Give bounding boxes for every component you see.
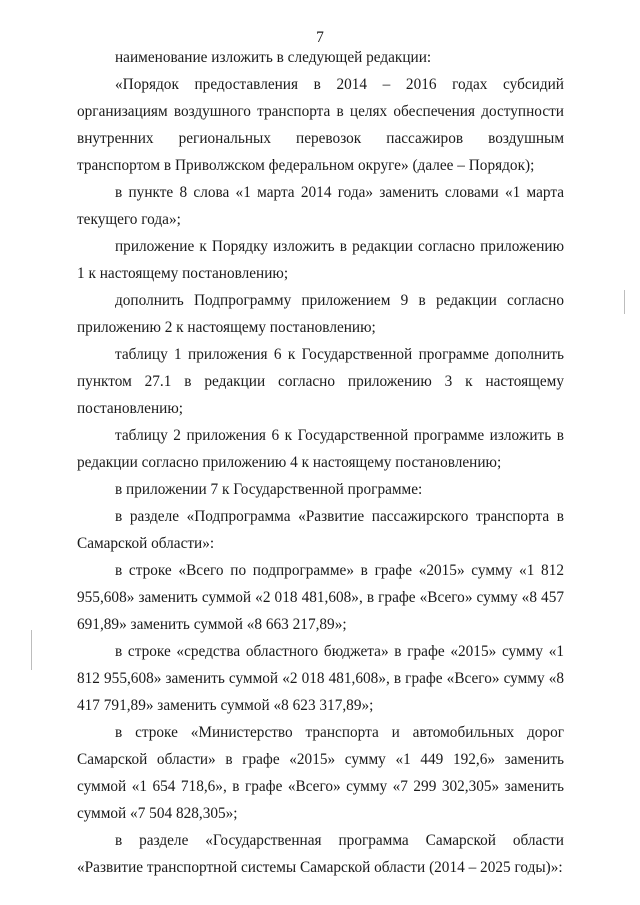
scan-artifact-right [624, 290, 625, 314]
paragraph-12: в строке «Министерство транспорта и автомобильных дорог Самарской области» в графе «2015» сумму «1 449 192,6» заменить суммой «1 654 718,6», в графе «Всего» сумму «7 299 302,305» заменить суммой «7 504 828,305»; [77, 724, 564, 822]
paragraph-2: «Порядок предоставления в 2014 – 2016 годах субсидий организациям воздушного транспорта в целях обеспечения доступности внутренних региональных перевозок пассажиров воздушным транспортом в Приволжском федеральном округе» (далее – Порядок); [77, 76, 564, 174]
paragraph-11: в строке «средства областного бюджета» в графе «2015» сумму «1 812 955,608» заменить суммой «2 018 481,608», в графе «Всего» сумму «8 417 791,89» заменить суммой «8 623 317,89»; [77, 643, 564, 714]
paragraph-13: в разделе «Государственная программа Самарской области «Развитие транспортной системы Самарской области (2014 – 2025 годы)»: [77, 832, 564, 876]
paragraph-4: приложение к Порядку изложить в редакции согласно приложению 1 к настоящему постановлению; [77, 238, 564, 282]
paragraph-10: в строке «Всего по подпрограмме» в графе «2015» сумму «1 812 955,608» заменить суммой «2 018 481,608», в графе «Всего» сумму «8 457 691,89» заменить суммой «8 663 217,89»; [77, 562, 564, 633]
paragraph-7: таблицу 2 приложения 6 к Государственной программе изложить в редакции согласно приложению 4 к настоящему постановлению; [77, 427, 564, 471]
paragraph-8: в приложении 7 к Государственной программе: [115, 481, 423, 498]
page-number: 7 [316, 29, 324, 46]
document-body [77, 44, 564, 881]
paragraph-3: в пункте 8 слова «1 марта 2014 года» заменить словами «1 марта текущего года»; [77, 184, 564, 228]
scan-artifact-left [31, 630, 32, 670]
paragraph-6: таблицу 1 приложения 6 к Государственной программе дополнить пунктом 27.1 в редакции согласно приложению 3 к настоящему постановлению; [77, 346, 564, 417]
paragraph-9: в разделе «Подпрограмма «Развитие пассажирского транспорта в Самарской области»: [77, 508, 564, 552]
paragraph-1: наименование изложить в следующей редакции: [115, 49, 432, 66]
paragraph-5: дополнить Подпрограмму приложением 9 в редакции согласно приложению 2 к настоящему постановлению; [77, 292, 564, 336]
